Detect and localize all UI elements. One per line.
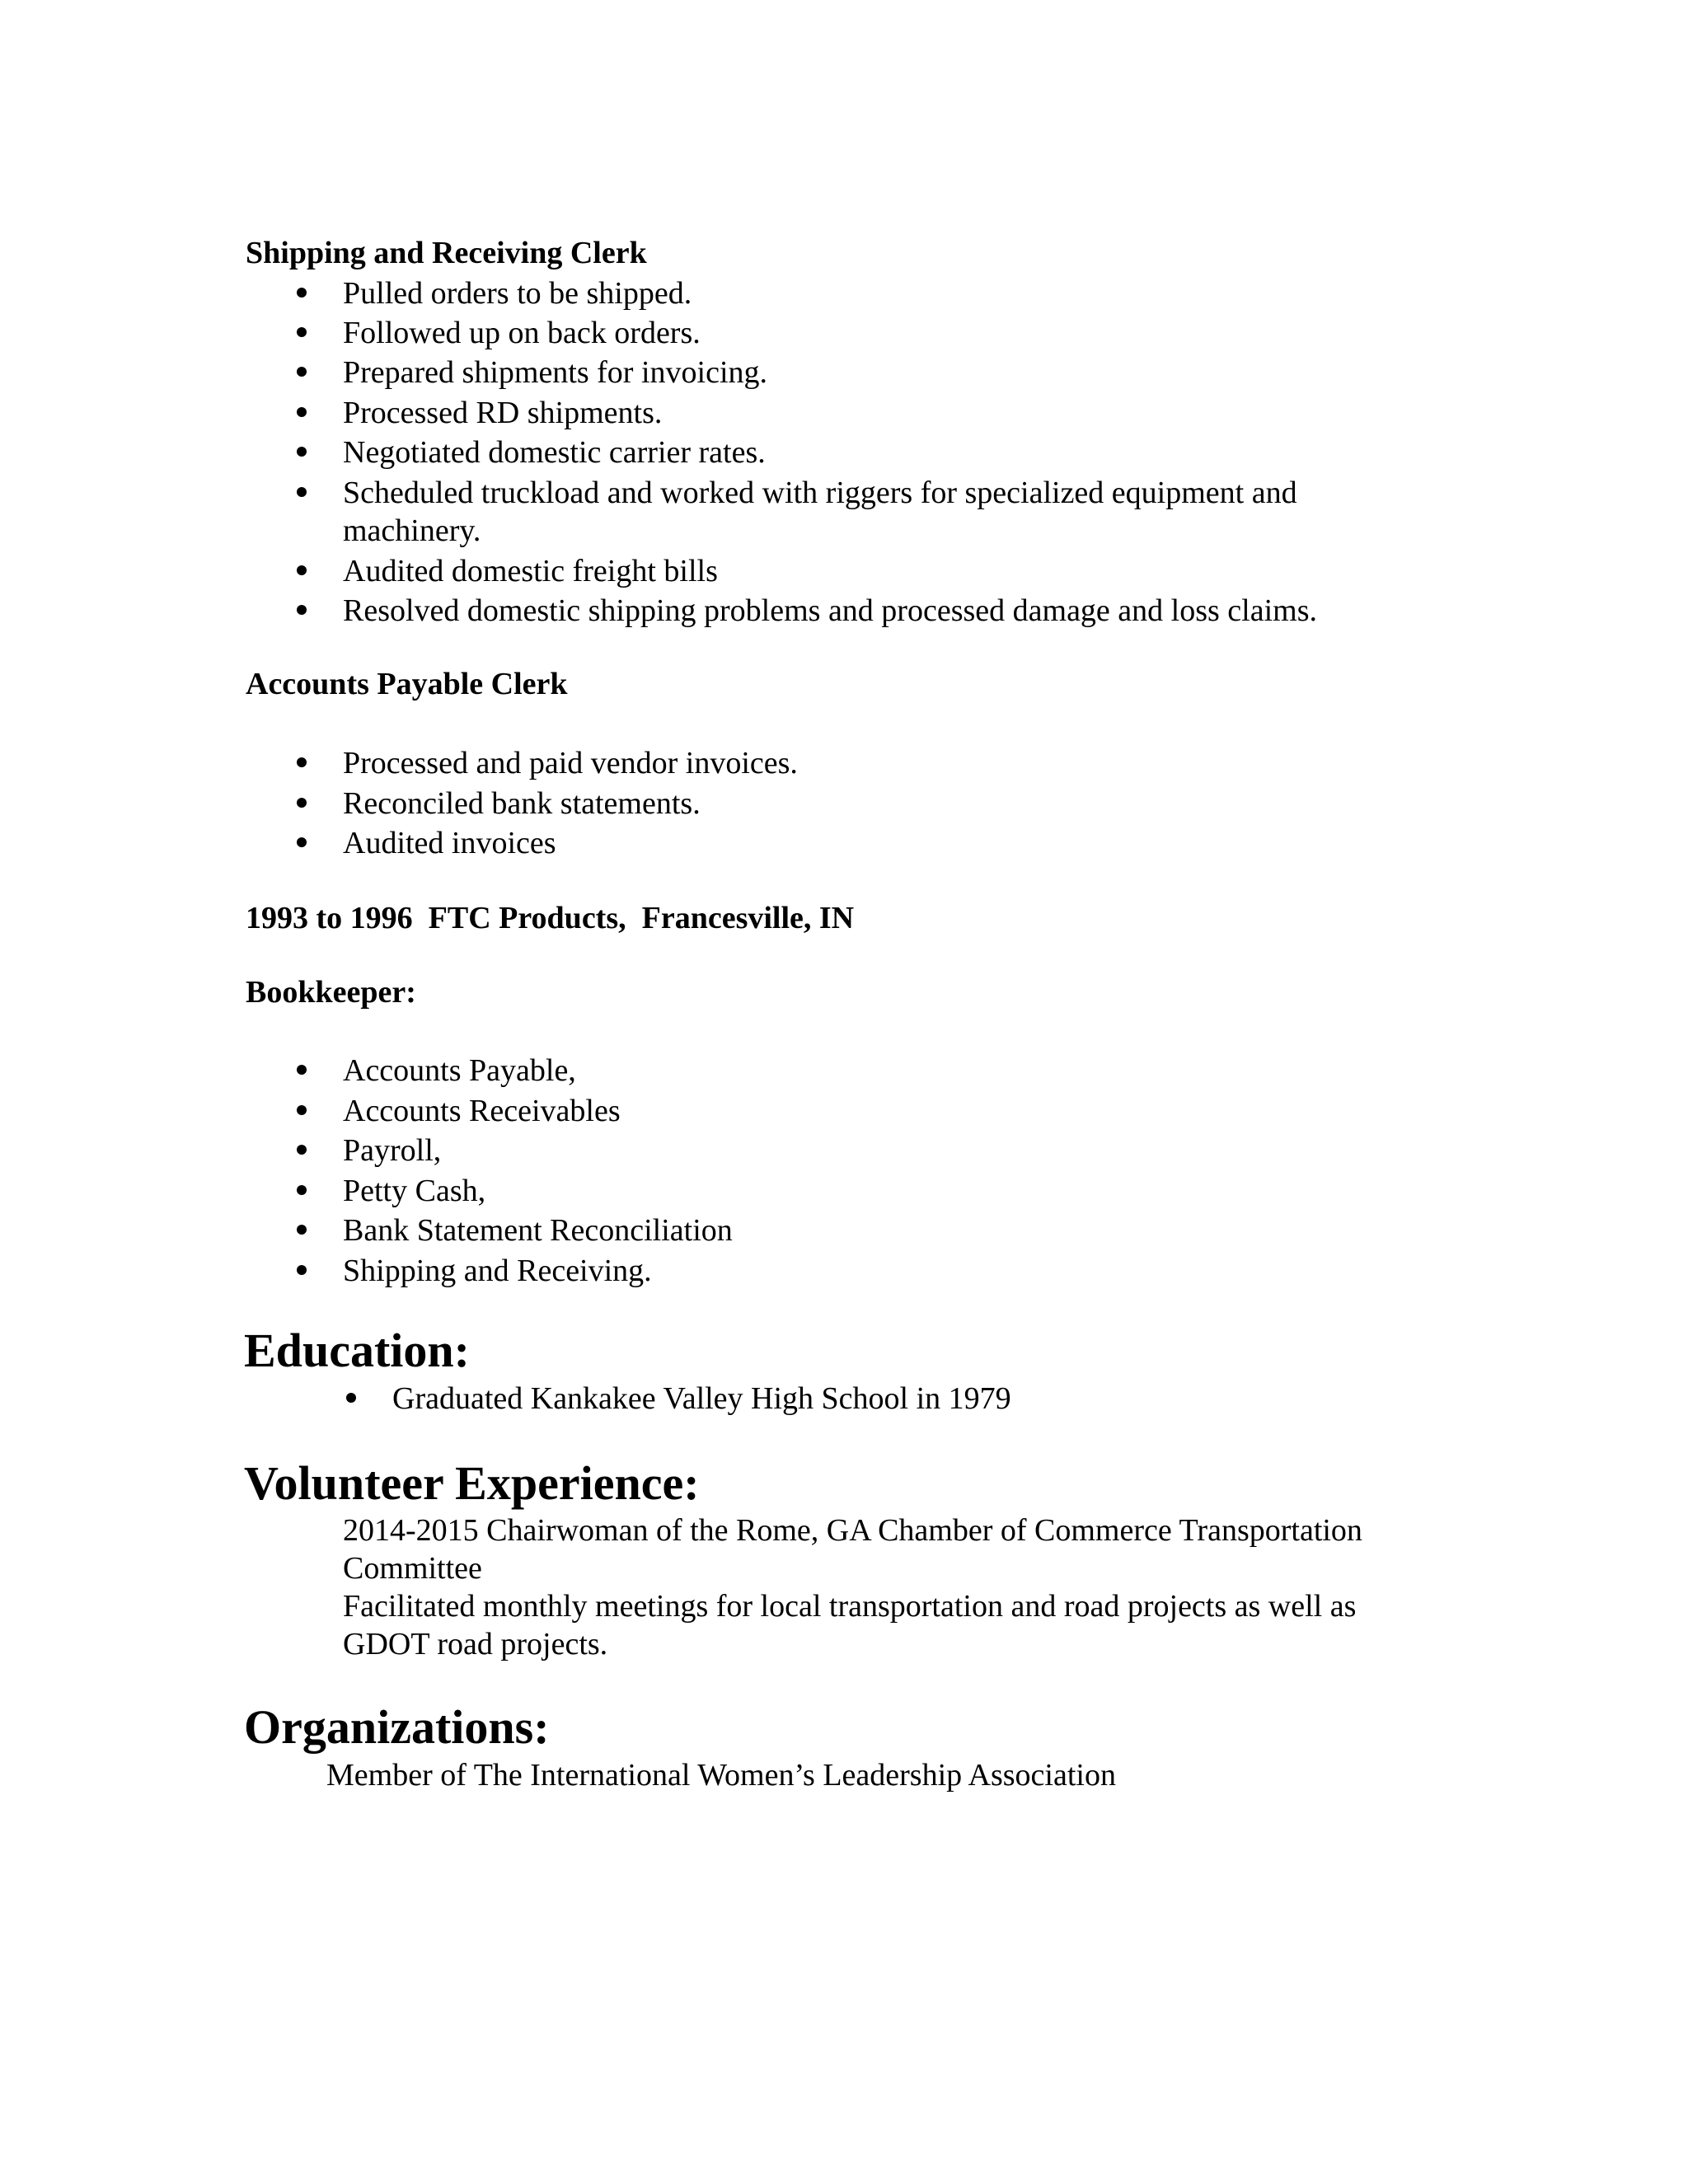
list-item: Negotiated domestic carrier rates. xyxy=(343,435,766,470)
bullet-icon xyxy=(297,367,307,377)
list-item: Payroll, xyxy=(343,1133,442,1168)
list-item: Processed and paid vendor invoices. xyxy=(343,746,798,780)
job-title-shipping: Shipping and Receiving Clerk xyxy=(246,236,647,270)
list-item: Processed RD shipments. xyxy=(343,396,663,430)
job-title-bookkeeper: Bookkeeper: xyxy=(246,975,416,1010)
bullet-icon xyxy=(297,1065,307,1075)
bullet-icon xyxy=(297,1225,307,1235)
section-heading-organizations: Organizations: xyxy=(244,1700,550,1754)
bullet-icon xyxy=(297,757,307,767)
list-item: Accounts Payable, xyxy=(343,1053,576,1088)
bullet-icon xyxy=(297,327,307,337)
job-title-ap: Accounts Payable Clerk xyxy=(246,667,568,701)
list-item: Graduated Kankakee Valley High School in 1979 xyxy=(392,1381,1011,1416)
employer-header: 1993 to 1996 FTC Products, Francesville, IN xyxy=(246,901,855,935)
list-item: Resolved domestic shipping problems and processed damage and loss claims. xyxy=(343,593,1317,628)
list-item: Prepared shipments for invoicing. xyxy=(343,355,768,390)
bullet-icon xyxy=(297,605,307,615)
volunteer-line: Committee xyxy=(343,1551,482,1586)
list-item: Shipping and Receiving. xyxy=(343,1254,652,1288)
section-heading-volunteer: Volunteer Experience: xyxy=(244,1456,700,1510)
list-item: Reconciled bank statements. xyxy=(343,786,701,821)
volunteer-line: 2014-2015 Chairwoman of the Rome, GA Chamber of Commerce Transportation xyxy=(343,1513,1362,1548)
bullet-icon xyxy=(297,1185,307,1195)
bullet-icon xyxy=(297,1105,307,1115)
bullet-icon xyxy=(297,1265,307,1275)
list-item: Petty Cash, xyxy=(343,1174,486,1208)
list-item: Pulled orders to be shipped. xyxy=(343,276,692,311)
list-item: Bank Statement Reconciliation xyxy=(343,1213,733,1248)
bullet-icon xyxy=(297,837,307,847)
bullet-icon xyxy=(297,565,307,575)
volunteer-line: Facilitated monthly meetings for local transportation and road projects as well as xyxy=(343,1589,1357,1624)
section-heading-education: Education: xyxy=(244,1324,470,1377)
bullet-icon xyxy=(297,288,307,298)
list-item: Audited invoices xyxy=(343,826,556,860)
bullet-icon xyxy=(297,1145,307,1155)
list-item: Followed up on back orders. xyxy=(343,316,701,350)
bullet-icon xyxy=(297,407,307,417)
bullet-icon xyxy=(297,487,307,497)
list-item-continuation: machinery. xyxy=(343,513,481,548)
volunteer-line: GDOT road projects. xyxy=(343,1627,608,1661)
bullet-icon xyxy=(346,1393,356,1403)
list-item: Scheduled truckload and worked with riggers for specialized equipment and xyxy=(343,476,1297,510)
list-item: Accounts Receivables xyxy=(343,1094,621,1128)
bullet-icon xyxy=(297,447,307,457)
organization-text: Member of The International Women’s Leadership Association xyxy=(326,1758,1116,1793)
list-item: Audited domestic freight bills xyxy=(343,554,718,588)
bullet-icon xyxy=(297,798,307,808)
